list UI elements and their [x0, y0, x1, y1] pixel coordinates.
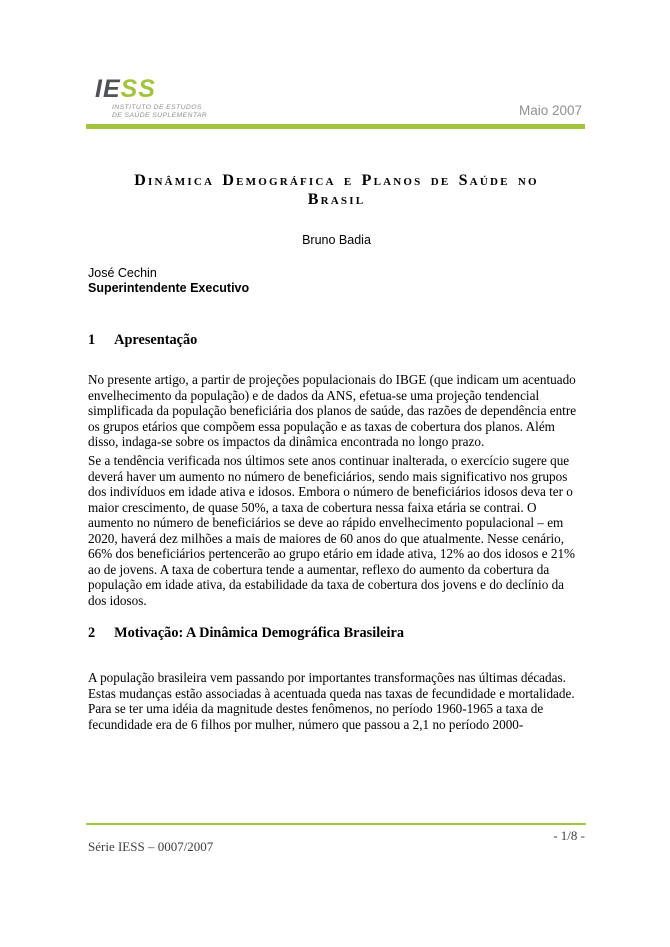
article-title-line2: Brasil	[307, 191, 366, 208]
iess-logo	[95, 77, 207, 120]
logo-subtitle-line2: DE SAÚDE SUPLEMENTAR	[112, 112, 208, 120]
logo-subtitle-line1: INSTITUTO DE ESTUDOS	[112, 104, 202, 111]
logo-wordmark	[95, 77, 207, 102]
header-rule	[86, 124, 585, 129]
issue-date: Maio 2007	[518, 103, 582, 118]
section-1-number: 1	[88, 332, 96, 348]
logo-subtitle	[112, 104, 207, 120]
logo-wordmark-green: SS	[120, 75, 156, 103]
section-2-number: 2	[88, 625, 96, 641]
article-body	[88, 163, 585, 736]
section-2-title: Motivação: A Dinâmica Demográfica Brasileira	[114, 625, 404, 641]
section-2-heading	[88, 625, 585, 642]
section-1-paragraph-2: Se a tendência verificada nos últimos sete anos continuar inalterada, o exercício sugere que deverá haver um aumento no número de beneficiários, sendo mais significativo nos grupos dos indivíduos em idade ativa e idosos. Embora o número de beneficiários idosos deva ter o maior crescimento, de quase 50%, a taxa de cobertura nessa faixa etária se contrai. O aumento no número de beneficiários se deve ao rápido envelhecimento populacional – em 2020, haverá dez milhões a mais de maiores de 60 anos do que atualmente. Nesse cenário, 66% dos beneficiários pertencerão ao grupo etário em idade ativa, 12% ao dos idosos e 21% ao de jovens. A taxa de cobertura tende a aumentar, reflexo do aumento da cobertura da população em idade ativa, da estabilidade da taxa de cobertura dos jovens e do declínio da dos idosos.	[88, 453, 576, 608]
section-2-paragraph-1: A população brasileira vem passando por importantes transformações nas últimas décadas. Estas mudanças estão associadas à acentuada queda nas taxas de fecundidade e mortalidade. Para se ter uma idéia da magnitude destes fenômenos, no período 1960-1965 a taxa de fecundidade era de 6 filhos por mulher, número que passou a 2,1 no período 2000-	[88, 670, 575, 732]
signature-role: Superintendente Executivo	[88, 281, 250, 295]
section-1-title: Apresentação	[114, 332, 198, 348]
signature-name: José Cechin	[88, 266, 157, 280]
footer-rule	[86, 823, 586, 825]
section-1-heading	[88, 332, 585, 349]
footer-page-number: - 1/8 -	[553, 828, 585, 843]
article-title-line1: Dinâmica Demográfica e Planos de Saúde no	[134, 172, 539, 189]
footer-series-label: Série IESS – 0007/2007	[88, 839, 214, 854]
section-1-paragraph-1: No presente artigo, a partir de projeções populacionais do IBGE (que indicam um acentuado envelhecimento da população) e de dados da ANS, efetua-se uma projeção tendencial simplificada da população beneficiária dos planos de saúde, das razões de dependência entre os grupos etários que compõem essa população e as taxas de cobertura dos planos. Além disso, indaga-se sobre os impactos da dinâmica encontrada no longo prazo.	[88, 372, 577, 449]
author-byline: Bruno Badia	[302, 233, 371, 247]
signature-block	[88, 266, 585, 296]
logo-wordmark-dark: IE	[95, 75, 121, 103]
article-title	[88, 171, 585, 209]
